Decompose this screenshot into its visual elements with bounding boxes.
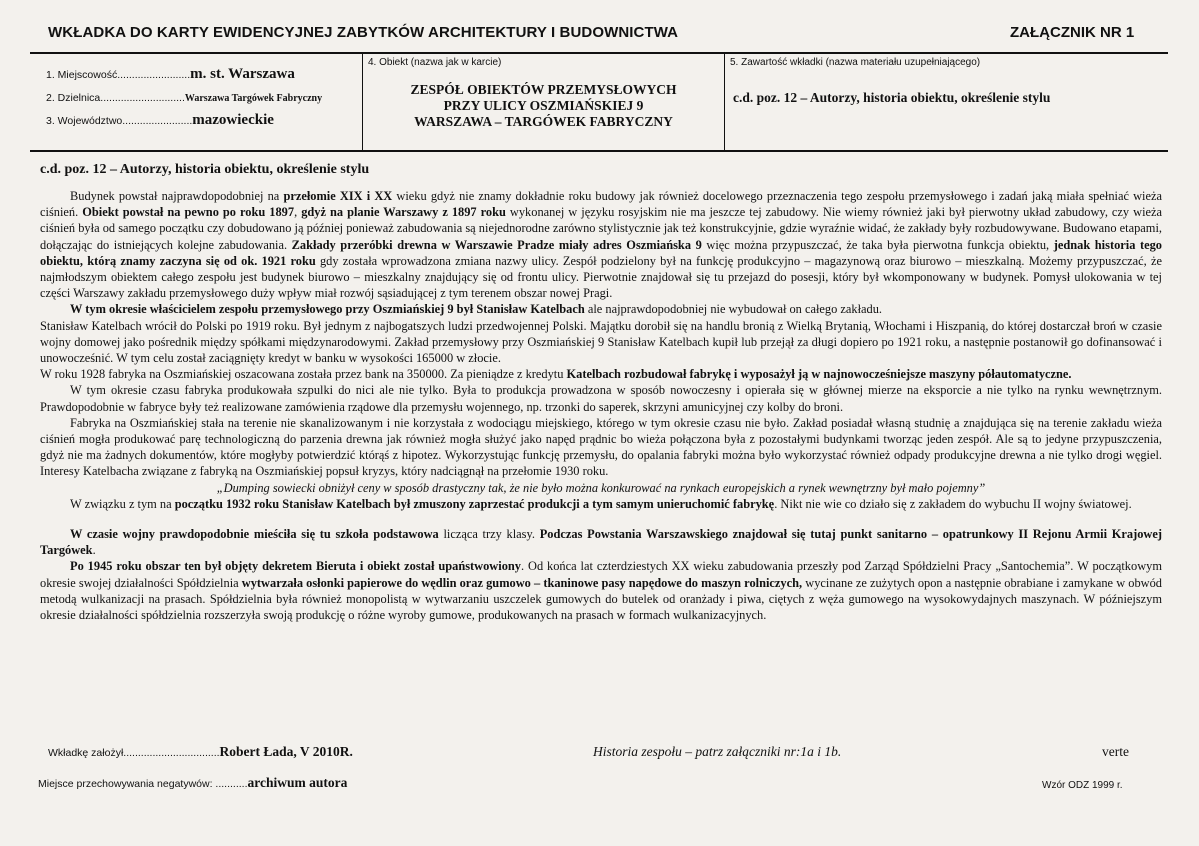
history-text xyxy=(40,188,1162,623)
voivodeship-label: 3. Województwo........................ xyxy=(46,115,193,127)
made-by-label: Wkładkę założył................................. xyxy=(48,747,220,759)
text-run: , xyxy=(294,205,302,220)
object-name xyxy=(363,82,724,130)
template-version: Wzór ODZ 1999 r. xyxy=(1042,780,1123,791)
text-run: W związku z tym na xyxy=(70,496,175,511)
negatives-field xyxy=(38,775,347,791)
made-by-value: Robert Łada, V 2010R. xyxy=(219,744,353,759)
paragraph xyxy=(40,188,1162,301)
text-bold: Katelbach rozbudował fabrykę i wyposażył ją w najnowocześniejsze maszyny półautomatyczne. xyxy=(566,367,1072,382)
paragraph: Fabryka na Oszmiańskiej stała na terenie nie skanalizowanym i nie korzystała z wodociągu miejskiego, którego w tym okresie czasu nie było. Zakład posiadał własną studnię a znajdująca się na terenie zakładu wieża ciśnień mogła produkować parę technologiczną do parzenia drewna jak również mogła służyć jako napęd prądnic bo wieża połączona była z pozostałymi budynkami tworząc jeden zespół. Ale są to jedyne przypuszczenia, gdyż nie ma żadnych dokumentów, które mogłyby potwierdzić którąś z hipotez. Wykorzystując funkcję przemysłu, do opalania fabryki można było wykorzystać również odpady produkcyjne drewna a nie tylko drogi węgiel. Interesy Katelbacha związane z fabryką na Oszmiańskiej popsuł kryzys, który nadciągnął na przełomie 1930 roku. xyxy=(40,415,1162,479)
text-run: . Nikt nie wie co działo się z zakładem do wybuchu II wojny światowej. xyxy=(774,496,1132,511)
text-run: wycinane ze zużytych opon a następnie obrabiane i zamykane w obwód metodą wulkanizacji na prasach. Spółdzielnia była również monopolistą w wytwarzaniu uszczelek gumowych do butelek od oranżady i piwa, ciętych z węża gumowego na wysokowydajnych maszynach. W późniejszym okresie działalności spółdzielnia rozszerzyła swoją produkcję o różne wyroby gumowe, produkowanych na prasach w formach wulkanizacyjnych. xyxy=(40,575,1162,623)
history-note: Historia zespołu – patrz załączniki nr:1a i 1b. xyxy=(593,744,842,759)
paragraph xyxy=(40,301,1162,317)
text-run: więc można przypuszczać, że taka była pierwotna funkcja obiektu, xyxy=(701,237,1054,252)
text-run: Budynek powstał najprawdopodobniej na xyxy=(70,189,284,203)
object-line-1: ZESPÓŁ OBIEKTÓW PRZEMYSŁOWYCH xyxy=(410,82,677,97)
text-run: . xyxy=(92,543,96,558)
text-run: ale najprawdopodobniej nie wybudował on całego zakładu. xyxy=(584,302,883,317)
insert-content-label: 5. Zawartość wkładki (nazwa materiału uzupełniającego) xyxy=(730,57,981,68)
negatives-value: archiwum autora xyxy=(247,775,348,790)
boxes-divider xyxy=(30,150,1168,152)
object-box xyxy=(363,54,725,150)
paragraph xyxy=(40,558,1162,623)
text-bold: gdyż na planie Warszawy z 1897 roku xyxy=(301,205,506,220)
text-run: licząca trzy klasy. xyxy=(438,527,540,542)
location-box xyxy=(30,54,363,150)
district-label: 2. Dzielnica............................. xyxy=(46,92,185,104)
insert-content-value: c.d. poz. 12 – Autorzy, historia obiektu, określenie stylu xyxy=(733,90,1051,105)
text-bold: Po 1945 roku obszar ten był objęty dekretem Bieruta i obiekt został upaństwowiony xyxy=(70,559,521,574)
text-bold: początku 1932 roku Stanisław Katelbach był zmuszony zaprzestać produkcji a tym samym unieruchomić fabrykę xyxy=(174,496,775,511)
text-bold: przełomie XIX i XX xyxy=(283,189,393,203)
document-title: WKŁADKA DO KARTY EWIDENCYJNEJ ZABYTKÓW ARCHITEKTURY I BUDOWNICTWA xyxy=(48,24,679,41)
text-bold: jednak historia tego obiektu, którą znamy zaczyna się od ok. 1921 roku xyxy=(40,237,1162,268)
text-run: W roku 1928 fabryka na Oszmiańskiej oszacowana została przez bank na 350000. Za pieniądze z kredytu xyxy=(40,367,567,382)
city-field xyxy=(46,66,295,83)
spacer xyxy=(40,512,1162,526)
paragraph xyxy=(40,496,1162,512)
insert-content-box xyxy=(725,54,1168,150)
voivodeship-field xyxy=(46,112,274,129)
object-label: 4. Obiekt (nazwa jak w karcie) xyxy=(368,57,502,68)
paragraph xyxy=(40,526,1162,558)
voivodeship-value: mazowieckie xyxy=(192,112,274,128)
text-run: wykonanej w języku rosyjskim nie ma jeszcze tej zabudowy. Nie wiemy również jaki był pierwotny układ zabudowy, czy wieża ciśnień była od samego początku czy dobudowano ją później ponieważ zabudowania są niejednorodne zarówno stylistycznie jak też konstrukcyjnie, gdzie wyraźnie widać, że zakłady były rozbudowywane. Budowano etapami, dołączając do istniejących kolejne zabudowania. xyxy=(40,205,1163,252)
district-field xyxy=(46,92,322,104)
made-by-field xyxy=(48,744,353,760)
text-bold: Zakłady przeróbki drewna w Warszawie Pradze miały adres Oszmiańska 9 xyxy=(291,237,702,252)
paragraph: W tym okresie czasu fabryka produkowała szpulki do nici ale nie tylko. Była to produkcja prowadzona w sposób nowoczesny i opierała się w głównej mierze na eksporcie a nie tylko na rynku wewnętrznym. Prawdopodobnie w fabryce były też realizowane zamówienia rządowe dla przemysłu wojennego, np. trzonki do saperek, skrzyni amunicyjnej czy kolby do broni. xyxy=(40,383,1162,414)
text-bold: W tym okresie właścicielem zespołu przemysłowego przy Oszmiańskiej 9 był Stanisław Katelbach xyxy=(70,302,585,317)
text-bold: wytwarzała osłonki papierowe do wędlin oraz gumowo – tkaninowe pasy napędowe do maszyn rolniczych, xyxy=(241,575,803,590)
section-title: c.d. poz. 12 – Autorzy, historia obiektu, określenie stylu xyxy=(40,162,370,177)
paragraph: Stanisław Katelbach wrócił do Polski po 1919 roku. Był jednym z najbogatszych ludzi przedwojennej Polski. Majątku dorobił się na handlu bronią z Wielką Brytanią, Włochami i Hiszpanią, do której dostarczał broń w czasie wojny domowej jako pośrednik między spółkami międzynarodowymi. Zakład przemysłowy przy Oszmiańskiej 9 Stanisław Katelbach kupił lub przejął za długi dopiero po 1921 roku, a następnie postanowił go dofinansować i unowocześnić. W tym celu został zaciągnięty kredyt w banku w wysokości 165000 w złocie. xyxy=(40,318,1162,366)
negatives-label: Miejsce przechowywania negatywów: ........... xyxy=(38,778,248,790)
quote: „Dumping sowiecki obniżył ceny w sposób drastyczny tak, że nie było można konkurować na rynkach europejskich a rynek wewnętrzny był mało pojemny” xyxy=(216,480,986,495)
text-run: wieku gdyż nie znamy dokładnie roku budowy jak również docelowego przeznaczenia tego zespołu przemysłowego i zadań jaką miała spełniać wieża ciśnień. xyxy=(40,189,1162,220)
attachment-number: ZAŁĄCZNIK NR 1 xyxy=(1010,24,1135,41)
verte-note: verte xyxy=(1102,744,1129,759)
text-run: gdy została wprowadzona zmiana nazwy ulicy. Zespół podzielony był na funkcję produkcyjno – magazynową oraz biurowo – mieszkalną. Możemy przypuszczać, że najmłodszym obiektem całego zespołu jest budynek biurowo – mieszkalny znajdujący się od frontu ulicy. Pierwotnie znajdował się tu przejazd do posesji, który był wkomponowany w budynek. Pomysł ulokowania w tej części Warszawy zakładu przemysłowego duży wpływ miał rozwój sąsiadującej z tym terenem obszar nowej Pragi. xyxy=(40,253,1162,301)
text-run: . Od końca lat czterdziestych XX wieku zabudowania przeszły pod Zarząd Spółdzielni Pracy „Santochemia”. W początkowym okresie swojej działalności Spółdzielnia xyxy=(40,559,1162,590)
object-line-3: WARSZAWA – TARGÓWEK FABRYCZNY xyxy=(414,114,673,129)
district-value: Warszawa Targówek Fabryczny xyxy=(184,93,323,104)
text-bold: Podczas Powstania Warszawskiego znajdował się tutaj punkt sanitarno – opatrunkowy II Rejonu Armii Krajowej Targówek xyxy=(40,527,1163,558)
paragraph xyxy=(40,366,1162,382)
city-value: m. st. Warszawa xyxy=(190,66,295,82)
object-line-2: PRZY ULICY OSZMIAŃSKIEJ 9 xyxy=(443,98,644,113)
text-bold: W czasie wojny prawdopodobnie mieściła się tu szkoła podstawowa xyxy=(70,527,439,542)
text-bold: Obiekt powstał na pewno po roku 1897 xyxy=(82,205,295,220)
city-label: 1. Miejscowość......................... xyxy=(46,69,191,81)
